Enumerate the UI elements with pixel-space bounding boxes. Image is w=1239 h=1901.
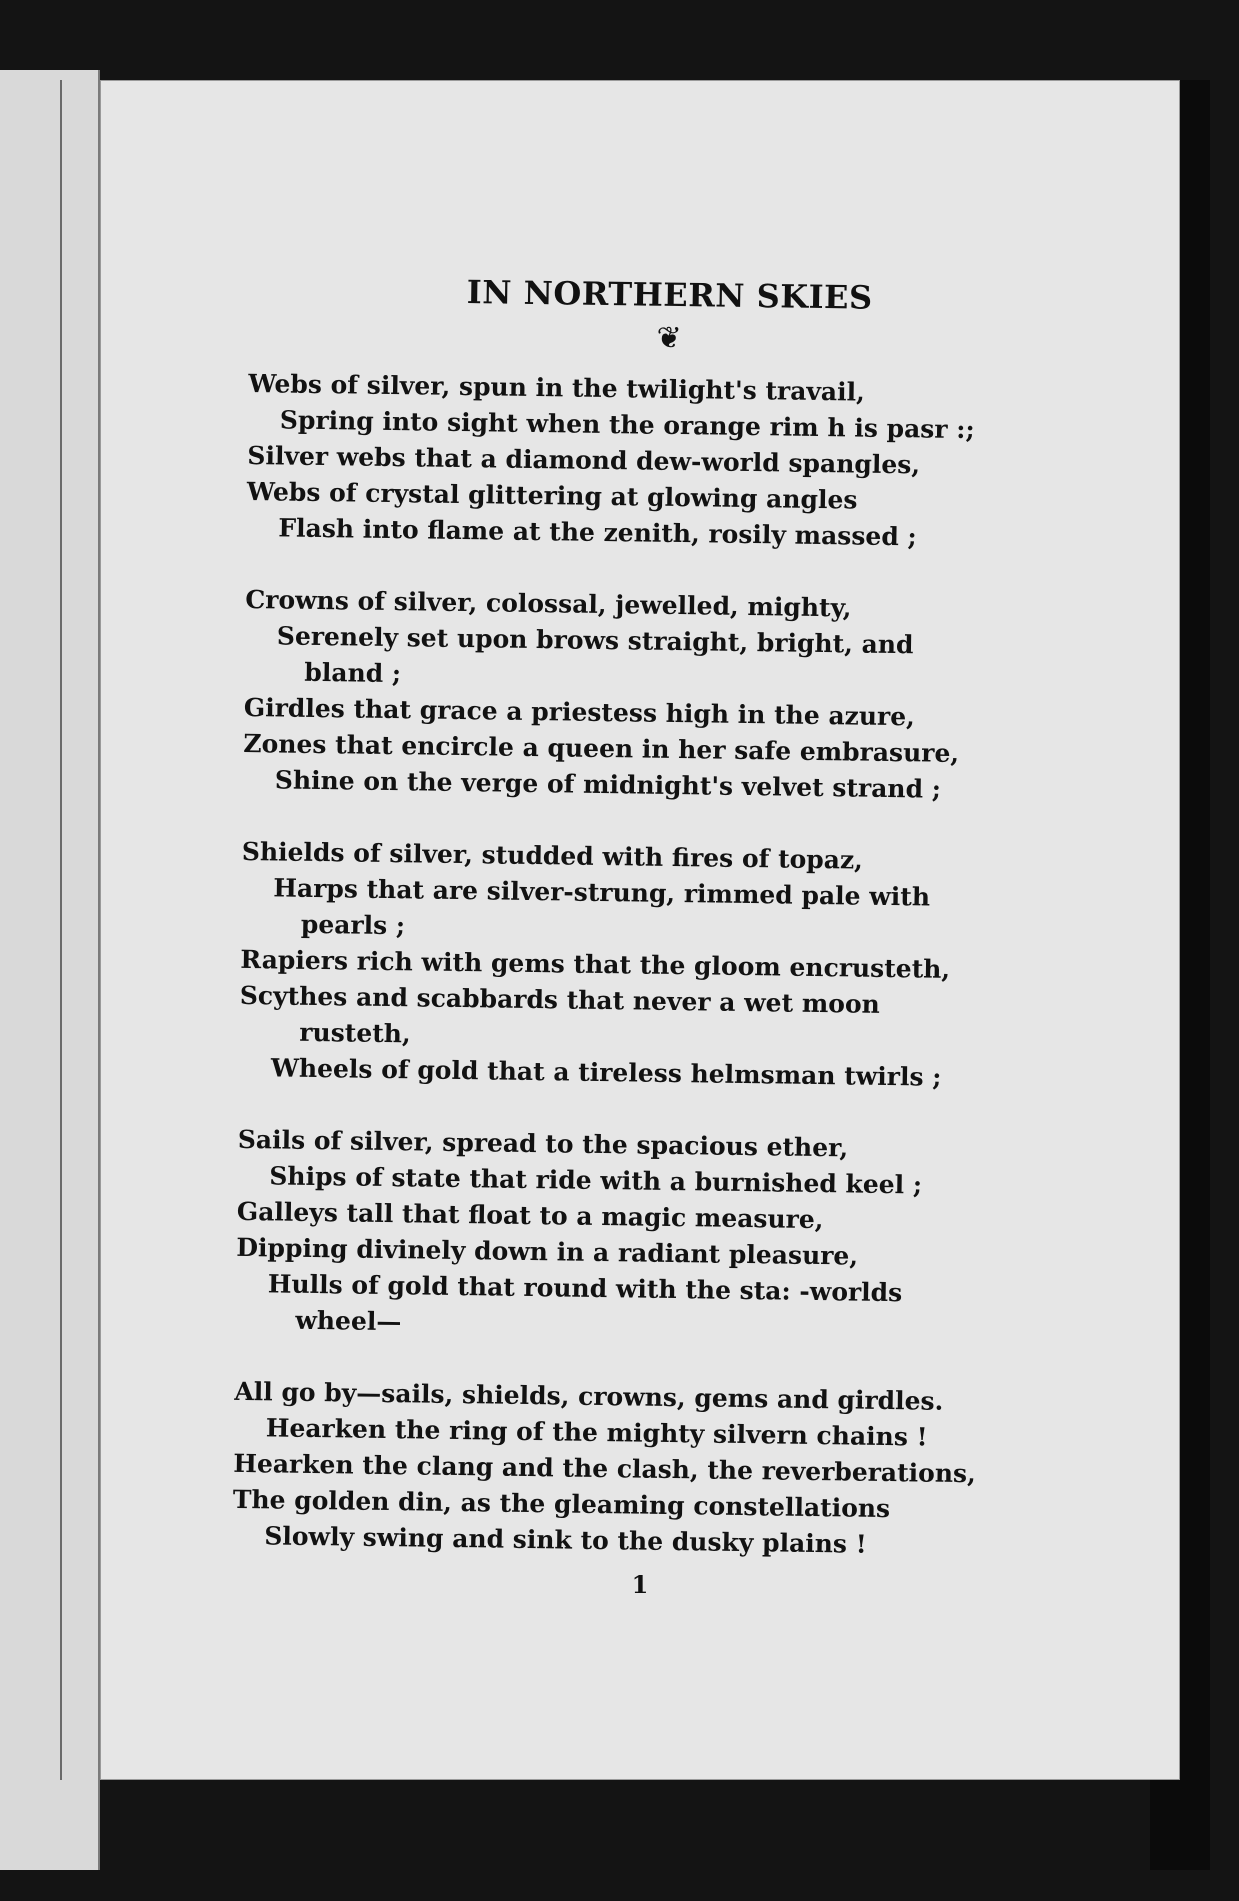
poem-body: [232, 366, 1089, 1566]
poem-line: Rapiers rich with gems that the gloom encrusteth,: [240, 944, 951, 984]
poem-line: bland ;: [304, 657, 402, 689]
left-page-edge: [0, 70, 100, 1870]
page-number: 1: [631, 1570, 649, 1599]
poem-line: Hulls of gold that round with the sta: -worlds: [267, 1269, 903, 1308]
poem-line: Shine on the verge of midnight's velvet strand ;: [274, 765, 942, 804]
poem-line: The golden din, as the gleaming constellations: [232, 1484, 891, 1524]
poem-line: Serenely set upon brows straight, bright, and: [276, 621, 914, 660]
poem-line: Dipping divinely down in a radiant pleasure,: [236, 1232, 859, 1271]
stanza: [246, 366, 1088, 558]
poem-line: pearls ;: [300, 909, 406, 941]
poem-line: Ships of state that ride with a burnished keel ;: [269, 1161, 923, 1200]
poem-line: Galleys tall that float to a magic measure,: [236, 1196, 824, 1235]
poem-line: Wheels of gold that a tireless helmsman twirls ;: [270, 1053, 942, 1092]
stanza: [232, 1374, 1074, 1566]
poem-line: Scythes and scabbards that never a wet moon: [239, 980, 880, 1019]
poem-line: Hearken the clang and the clash, the reverberations,: [233, 1448, 976, 1489]
poem-line: rusteth,: [299, 1017, 411, 1049]
stanza: [243, 582, 1086, 810]
poem-line: Slowly swing and sink to the dusky plains !: [264, 1521, 867, 1559]
book-page: [100, 80, 1180, 1780]
poem-line: Crowns of silver, colossal, jewelled, mighty,: [245, 584, 852, 623]
poem-line: Girdles that grace a priestess high in the azure,: [243, 692, 916, 732]
poem-title: IN NORTHERN SKIES: [466, 273, 873, 317]
poem-line: Flash into flame at the zenith, rosily massed ;: [278, 513, 917, 552]
poem-line: Sails of silver, spread to the spacious ether,: [237, 1124, 849, 1163]
ornament-icon: ❦: [656, 321, 682, 356]
poem-line: wheel—: [295, 1305, 402, 1337]
poem-line: Webs of crystal glittering at glowing angles: [246, 476, 858, 515]
poem-line: Harps that are silver-strung, rimmed pale with: [273, 873, 931, 912]
poem-line: Zones that encircle a queen in her safe embrasure,: [243, 728, 960, 768]
page-gutter-line: [60, 80, 62, 1780]
stanza: [239, 834, 1082, 1098]
poem-line: Spring into sight when the orange rim h is pasr :;: [279, 405, 975, 445]
poem-line: Webs of silver, spun in the twilight's travail,: [248, 368, 866, 407]
poem-line: Hearken the ring of the mighty silvern chains !: [265, 1413, 928, 1452]
poem-line: Shields of silver, studded with fires of topaz,: [241, 836, 864, 875]
stanza: [235, 1122, 1078, 1350]
poem-line: Silver webs that a diamond dew-world spangles,: [247, 440, 921, 480]
poem: [230, 270, 1089, 1682]
poem-line: All go by—sails, shields, crowns, gems and girdles.: [234, 1376, 944, 1416]
